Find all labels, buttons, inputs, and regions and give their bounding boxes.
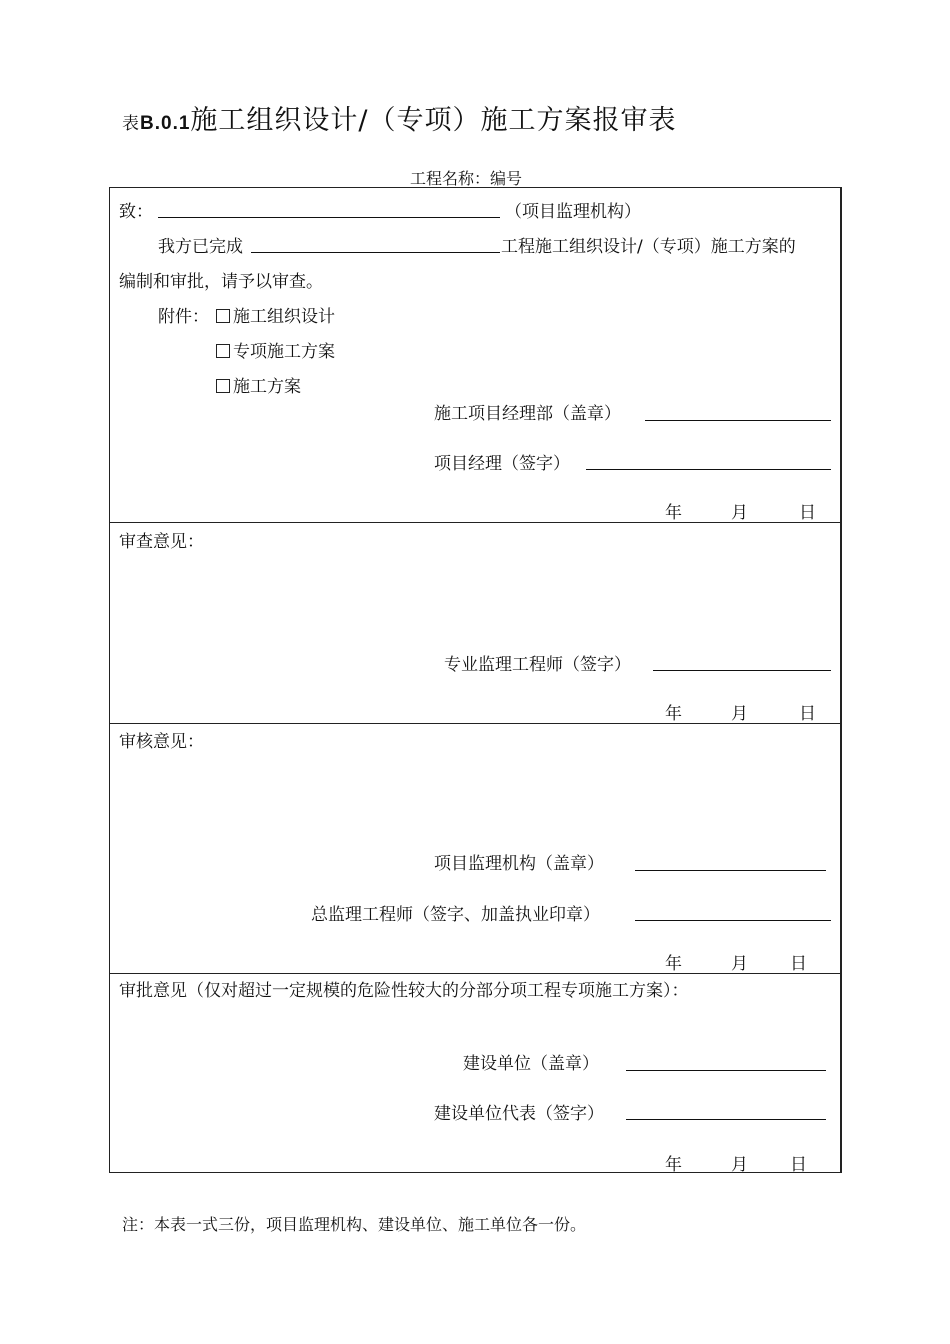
approval-heading: 审批意见（仅对超过一定规模的危险性较大的分部分项工程专项施工方案）： (119, 981, 689, 1001)
date-month: 月 (731, 704, 748, 724)
unit-seal-field[interactable] (626, 1070, 826, 1071)
attachment-option[interactable]: 专项施工方案 (216, 337, 335, 362)
org-seal-label: 项目监理机构（盖章） (434, 854, 604, 874)
date-day: 日 (790, 1155, 807, 1175)
to-field[interactable] (158, 217, 500, 218)
date-year: 年 (665, 1155, 682, 1175)
date-month: 月 (731, 1155, 748, 1175)
form-table (109, 187, 842, 1173)
to-label: 致： (119, 202, 153, 222)
date-year: 年 (665, 503, 682, 523)
org-seal-field[interactable] (635, 870, 826, 871)
chief-sign-field[interactable] (635, 920, 831, 921)
attachment-option[interactable]: 施工组织设计 (216, 302, 335, 327)
review-heading: 审查意见： (119, 532, 204, 552)
date-year: 年 (665, 704, 682, 724)
checkbox-icon[interactable] (216, 379, 230, 393)
rep-sign-label: 建设单位代表（签字） (434, 1104, 604, 1124)
audit-heading: 审核意见： (119, 732, 204, 752)
manager-sign-field[interactable] (586, 469, 831, 470)
footer-note: 注：本表一式三份，项目监理机构、建设单位、施工单位各一份。 (122, 1215, 587, 1234)
checkbox-icon[interactable] (216, 344, 230, 358)
body-line2: 编制和审批，请予以审查。 (119, 272, 323, 292)
number-label: 编号 (490, 169, 523, 188)
date-month: 月 (731, 503, 748, 523)
date-day: 日 (799, 503, 816, 523)
to-suffix: （项目监理机构） (505, 202, 641, 222)
date-day: 日 (799, 704, 816, 724)
rep-sign-field[interactable] (626, 1119, 826, 1120)
dept-label: 施工项目经理部（盖章） (434, 404, 621, 424)
project-field[interactable] (251, 252, 500, 253)
checkbox-icon[interactable] (216, 309, 230, 323)
dept-seal-field[interactable] (645, 420, 831, 421)
meta-line (410, 166, 522, 189)
title-main: 施工组织设计/（专项）施工方案报审表 (190, 105, 677, 136)
manager-label: 项目经理（签字） (434, 454, 570, 474)
body-end: 工程施工组织设计/（专项）施工方案的 (501, 237, 796, 257)
date-month: 月 (731, 954, 748, 974)
form-title (122, 98, 677, 137)
attachment-option[interactable]: 施工方案 (216, 372, 301, 397)
title-code: B.0.1 (140, 113, 191, 134)
engineer-sign-label: 专业监理工程师（签字） (444, 655, 631, 675)
chief-sign-label: 总监理工程师（签字、加盖执业印章） (311, 905, 600, 925)
unit-seal-label: 建设单位（盖章） (463, 1054, 599, 1074)
body-start: 我方已完成 (158, 237, 243, 257)
project-name-label: 工程名称： (410, 169, 491, 188)
date-day: 日 (790, 954, 807, 974)
title-prefix: 表 (122, 114, 140, 134)
engineer-sign-field[interactable] (653, 670, 831, 671)
date-year: 年 (665, 954, 682, 974)
attachments-label: 附件： (158, 307, 209, 327)
